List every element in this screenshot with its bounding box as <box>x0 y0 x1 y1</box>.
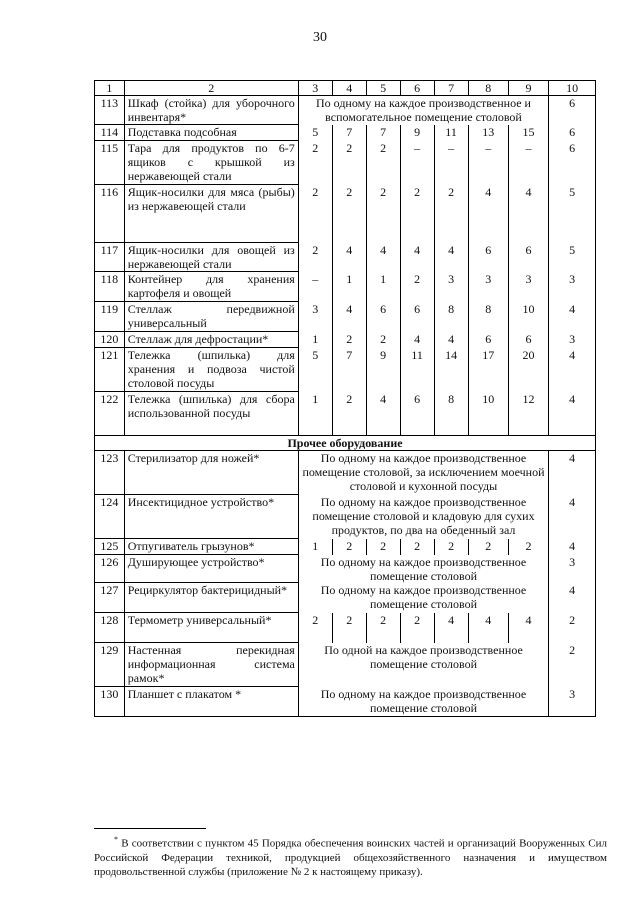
norm-value: 6 <box>400 392 434 436</box>
norm-value: 13 <box>468 125 508 141</box>
section-row <box>95 436 596 451</box>
norm-value: 2 <box>332 332 366 348</box>
column-10-value: 4 <box>549 302 596 332</box>
column-header: 8 <box>468 81 508 96</box>
norm-value: 3 <box>508 272 548 302</box>
table-row <box>95 332 596 348</box>
row-number: 121 <box>95 348 125 392</box>
norm-value: 1 <box>298 539 332 555</box>
column-10-value: 6 <box>549 141 596 185</box>
norm-value: 15 <box>508 125 548 141</box>
norm-value: 5 <box>298 125 332 141</box>
item-name: Ящик-носилки для овощей из нержавеющей стали <box>124 243 298 272</box>
norm-value: – <box>400 141 434 185</box>
norm-value: 1 <box>366 272 400 302</box>
norm-value: 4 <box>366 392 400 436</box>
table-row <box>95 348 596 392</box>
row-number: 118 <box>95 272 125 302</box>
column-10-value: 5 <box>549 243 596 272</box>
norm-value: 7 <box>332 348 366 392</box>
norm-value: 12 <box>508 392 548 436</box>
norm-value: 4 <box>468 185 508 243</box>
table-row <box>95 96 596 125</box>
footnote-marker: * <box>114 835 118 844</box>
item-name: Планшет с плакатом * <box>124 687 298 717</box>
column-header: 10 <box>549 81 596 96</box>
column-10-value: 3 <box>549 555 596 583</box>
row-number: 119 <box>95 302 125 332</box>
norm-value: 2 <box>400 539 434 555</box>
norm-value: 10 <box>508 302 548 332</box>
row-number: 122 <box>95 392 125 436</box>
row-number: 129 <box>95 643 125 687</box>
norm-value: 6 <box>468 243 508 272</box>
norm-value: 2 <box>434 185 468 243</box>
norm-value: 3 <box>468 272 508 302</box>
column-10-value: 4 <box>549 451 596 495</box>
norm-value: 2 <box>400 185 434 243</box>
norm-value: 9 <box>400 125 434 141</box>
column-10-value: 4 <box>549 495 596 539</box>
table-row <box>95 302 596 332</box>
norm-value: 2 <box>332 141 366 185</box>
norm-value: 3 <box>298 302 332 332</box>
item-name: Рециркулятор бактерицидный* <box>124 583 298 613</box>
table-row <box>95 555 596 583</box>
equipment-table <box>94 80 596 717</box>
norm-value: 8 <box>468 302 508 332</box>
norm-value: 2 <box>332 185 366 243</box>
norm-value: 2 <box>434 539 468 555</box>
column-header: 7 <box>434 81 468 96</box>
norm-value: 10 <box>468 392 508 436</box>
column-header: 5 <box>366 81 400 96</box>
item-name: Душирующее устройство* <box>124 555 298 583</box>
row-number: 125 <box>95 539 125 555</box>
norm-value: 6 <box>508 332 548 348</box>
norm-value: 4 <box>508 613 548 643</box>
footnote-text: В соответствии с пунктом 45 Порядка обеспечения воинских частей и организаций Вооруженных Сил Российской Федерации техникой, продукцией общехозяйственного назначения и имуществом продовольственной службы (приложение № 2 к настоящему приказу). <box>94 837 608 878</box>
section-title: Прочее оборудование <box>95 436 596 451</box>
norm-value: 2 <box>400 613 434 643</box>
column-header: 6 <box>400 81 434 96</box>
column-10-value: 3 <box>549 272 596 302</box>
norm-value: 2 <box>366 332 400 348</box>
column-10-value: 3 <box>549 687 596 717</box>
column-10-value: 6 <box>549 96 596 125</box>
column-10-value: 2 <box>549 643 596 687</box>
norm-value: 2 <box>468 539 508 555</box>
norm-value: 4 <box>400 332 434 348</box>
norm-value: 11 <box>400 348 434 392</box>
norm-value: 2 <box>332 392 366 436</box>
item-name: Стеллаж передвижной универсальный <box>124 302 298 332</box>
row-number: 115 <box>95 141 125 185</box>
row-number: 126 <box>95 555 125 583</box>
column-10-value: 4 <box>549 392 596 436</box>
item-name: Отпугиватель грызунов* <box>124 539 298 555</box>
norm-value: 2 <box>508 539 548 555</box>
column-header: 2 <box>124 81 298 96</box>
column-10-value: 4 <box>549 348 596 392</box>
row-number: 130 <box>95 687 125 717</box>
norm-value: 2 <box>366 613 400 643</box>
norm-value: 4 <box>468 613 508 643</box>
norm-value: 6 <box>468 332 508 348</box>
header-row <box>95 81 596 96</box>
norm-value: 4 <box>400 243 434 272</box>
norm-text: По одному на каждое производственное и вспомогательное помещение столовой <box>298 96 548 125</box>
row-number: 113 <box>95 96 125 125</box>
item-name: Тележка (шпилька) для сбора использованной посуды <box>124 392 298 436</box>
norm-value: 2 <box>332 613 366 643</box>
norm-value: 20 <box>508 348 548 392</box>
norm-value: 11 <box>434 125 468 141</box>
table-row <box>95 272 596 302</box>
norm-text: По одному на каждое производственное помещение столовой, за исключением моечной столовой и кухонной посуды <box>298 451 548 495</box>
table-row <box>95 243 596 272</box>
table-row <box>95 392 596 436</box>
norm-value: 14 <box>434 348 468 392</box>
item-name: Стерилизатор для ножей* <box>124 451 298 495</box>
item-name: Подставка подсобная <box>124 125 298 141</box>
item-name: Настенная перекидная информационная система рамок* <box>124 643 298 687</box>
norm-value: 4 <box>508 185 548 243</box>
column-10-value: 3 <box>549 332 596 348</box>
item-name: Тара для продуктов по 6-7 ящиков с крышкой из нержавеющей стали <box>124 141 298 185</box>
norm-value: 1 <box>298 332 332 348</box>
item-name: Шкаф (стойка) для уборочного инвентаря* <box>124 96 298 125</box>
table-row <box>95 185 596 243</box>
footnote-rule <box>94 828 206 829</box>
norm-text: По одному на каждое производственное помещение столовой <box>298 555 548 583</box>
table-row <box>95 583 596 613</box>
norm-value: 7 <box>332 125 366 141</box>
row-number: 117 <box>95 243 125 272</box>
norm-value: 4 <box>434 613 468 643</box>
norm-value: 2 <box>366 539 400 555</box>
norm-value: – <box>508 141 548 185</box>
norm-value: – <box>298 272 332 302</box>
norm-value: – <box>468 141 508 185</box>
norm-text: По одной на каждое производственное помещение столовой <box>298 643 548 687</box>
norm-value: 1 <box>332 272 366 302</box>
page-number: 30 <box>313 30 327 45</box>
table-row <box>95 451 596 495</box>
norm-value: 4 <box>434 332 468 348</box>
norm-value: 4 <box>366 243 400 272</box>
norm-value: 2 <box>298 141 332 185</box>
row-number: 124 <box>95 495 125 539</box>
norm-value: 2 <box>400 272 434 302</box>
norm-text: По одному на каждое производственное помещение столовой и кладовую для сухих продуктов, по два на обеденный зал <box>298 495 548 539</box>
row-number: 120 <box>95 332 125 348</box>
table-row <box>95 495 596 539</box>
table-row <box>95 687 596 717</box>
column-header: 9 <box>508 81 548 96</box>
item-name: Ящик-носилки для мяса (рыбы) из нержавеющей стали <box>124 185 298 243</box>
table-row <box>95 613 596 643</box>
norm-value: 2 <box>298 243 332 272</box>
norm-value: 4 <box>332 243 366 272</box>
norm-value: 5 <box>298 348 332 392</box>
column-header: 1 <box>95 81 125 96</box>
norm-value: 2 <box>298 613 332 643</box>
row-number: 123 <box>95 451 125 495</box>
column-header: 3 <box>298 81 332 96</box>
item-name: Инсектицидное устройство* <box>124 495 298 539</box>
column-10-value: 6 <box>549 125 596 141</box>
row-number: 114 <box>95 125 125 141</box>
norm-value: 8 <box>434 302 468 332</box>
norm-value: 3 <box>434 272 468 302</box>
norm-value: 4 <box>332 302 366 332</box>
item-name: Тележка (шпилька) для хранения и подвоза чистой столовой посуды <box>124 348 298 392</box>
column-10-value: 5 <box>549 185 596 243</box>
norm-value: 9 <box>366 348 400 392</box>
table-row <box>95 643 596 687</box>
norm-value: – <box>434 141 468 185</box>
column-header: 4 <box>332 81 366 96</box>
norm-value: 2 <box>366 141 400 185</box>
row-number: 128 <box>95 613 125 643</box>
table-row <box>95 141 596 185</box>
norm-text: По одному на каждое производственное помещение столовой <box>298 583 548 613</box>
norm-value: 7 <box>366 125 400 141</box>
norm-value: 6 <box>508 243 548 272</box>
norm-value: 4 <box>434 243 468 272</box>
norm-value: 6 <box>366 302 400 332</box>
footnote <box>94 833 607 879</box>
norm-value: 2 <box>298 185 332 243</box>
norm-value: 1 <box>298 392 332 436</box>
row-number: 127 <box>95 583 125 613</box>
table-row <box>95 539 596 555</box>
norm-value: 6 <box>400 302 434 332</box>
item-name: Стеллаж для дефростации* <box>124 332 298 348</box>
column-10-value: 4 <box>549 539 596 555</box>
column-10-value: 2 <box>549 613 596 643</box>
norm-value: 2 <box>366 185 400 243</box>
norm-text: По одному на каждое производственное помещение столовой <box>298 687 548 717</box>
item-name: Термометр универсальный* <box>124 613 298 643</box>
norm-value: 8 <box>434 392 468 436</box>
norm-value: 2 <box>332 539 366 555</box>
row-number: 116 <box>95 185 125 243</box>
norm-value: 17 <box>468 348 508 392</box>
column-10-value: 4 <box>549 583 596 613</box>
item-name: Контейнер для хранения картофеля и овощей <box>124 272 298 302</box>
table-row <box>95 125 596 141</box>
